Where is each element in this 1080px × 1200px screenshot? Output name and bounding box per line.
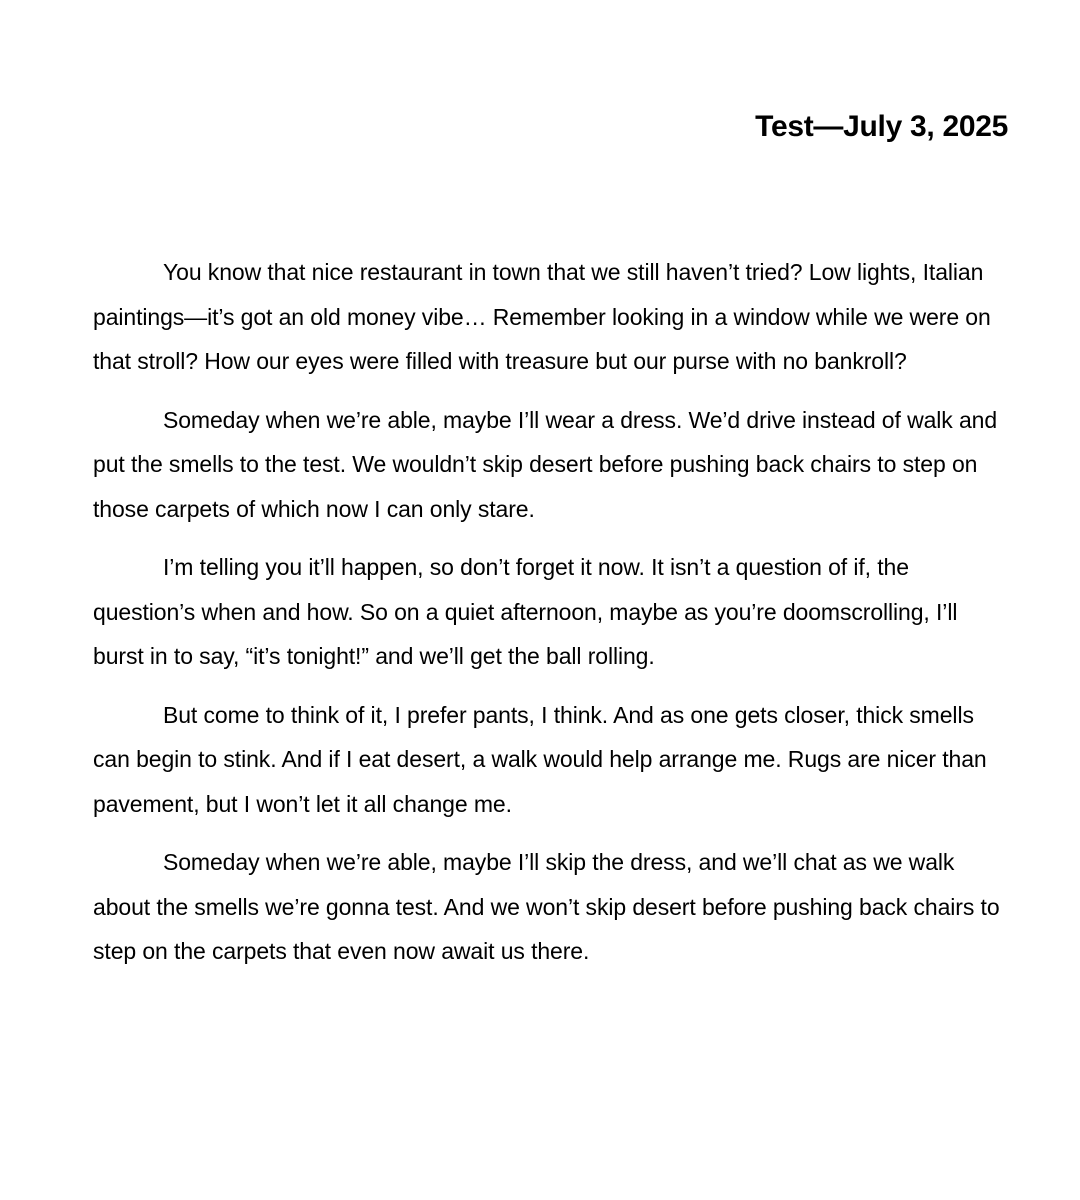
document-title: Test—July 3, 2025 <box>755 110 1008 143</box>
document-body <box>93 250 1008 988</box>
paragraph-3: I’m telling you it’ll happen, so don’t forget it now. It isn’t a question of if, the question’s when and how. So on a quiet afternoon, maybe as you’re doomscrolling, I’ll burst in to say, “it’s tonight!” and we’ll get the ball rolling. <box>93 554 958 669</box>
paragraph-4: But come to think of it, I prefer pants, I think. And as one gets closer, thick smells can begin to stink. And if I eat desert, a walk would help arrange me. Rugs are nicer than pavement, but I won’t let it all change me. <box>93 701 987 817</box>
paragraph-1: You know that nice restaurant in town that we still haven’t tried? Low lights, Italian paintings—it’s got an old money vibe… Remember looking in a window while we were on that stroll? How our eyes were filled with treasure but our purse with no bankroll? <box>93 259 991 374</box>
paragraph-5: Someday when we’re able, maybe I’ll skip the dress, and we’ll chat as we walk about the smells we’re gonna test. And we won’t skip desert before pushing back chairs to step on the carpets that even now await us there. <box>93 849 1000 964</box>
paragraph-2: Someday when we’re able, maybe I’ll wear a dress. We’d drive instead of walk and put the smells to the test. We wouldn’t skip desert before pushing back chairs to step on those carpets of which now I can only stare. <box>93 406 998 522</box>
